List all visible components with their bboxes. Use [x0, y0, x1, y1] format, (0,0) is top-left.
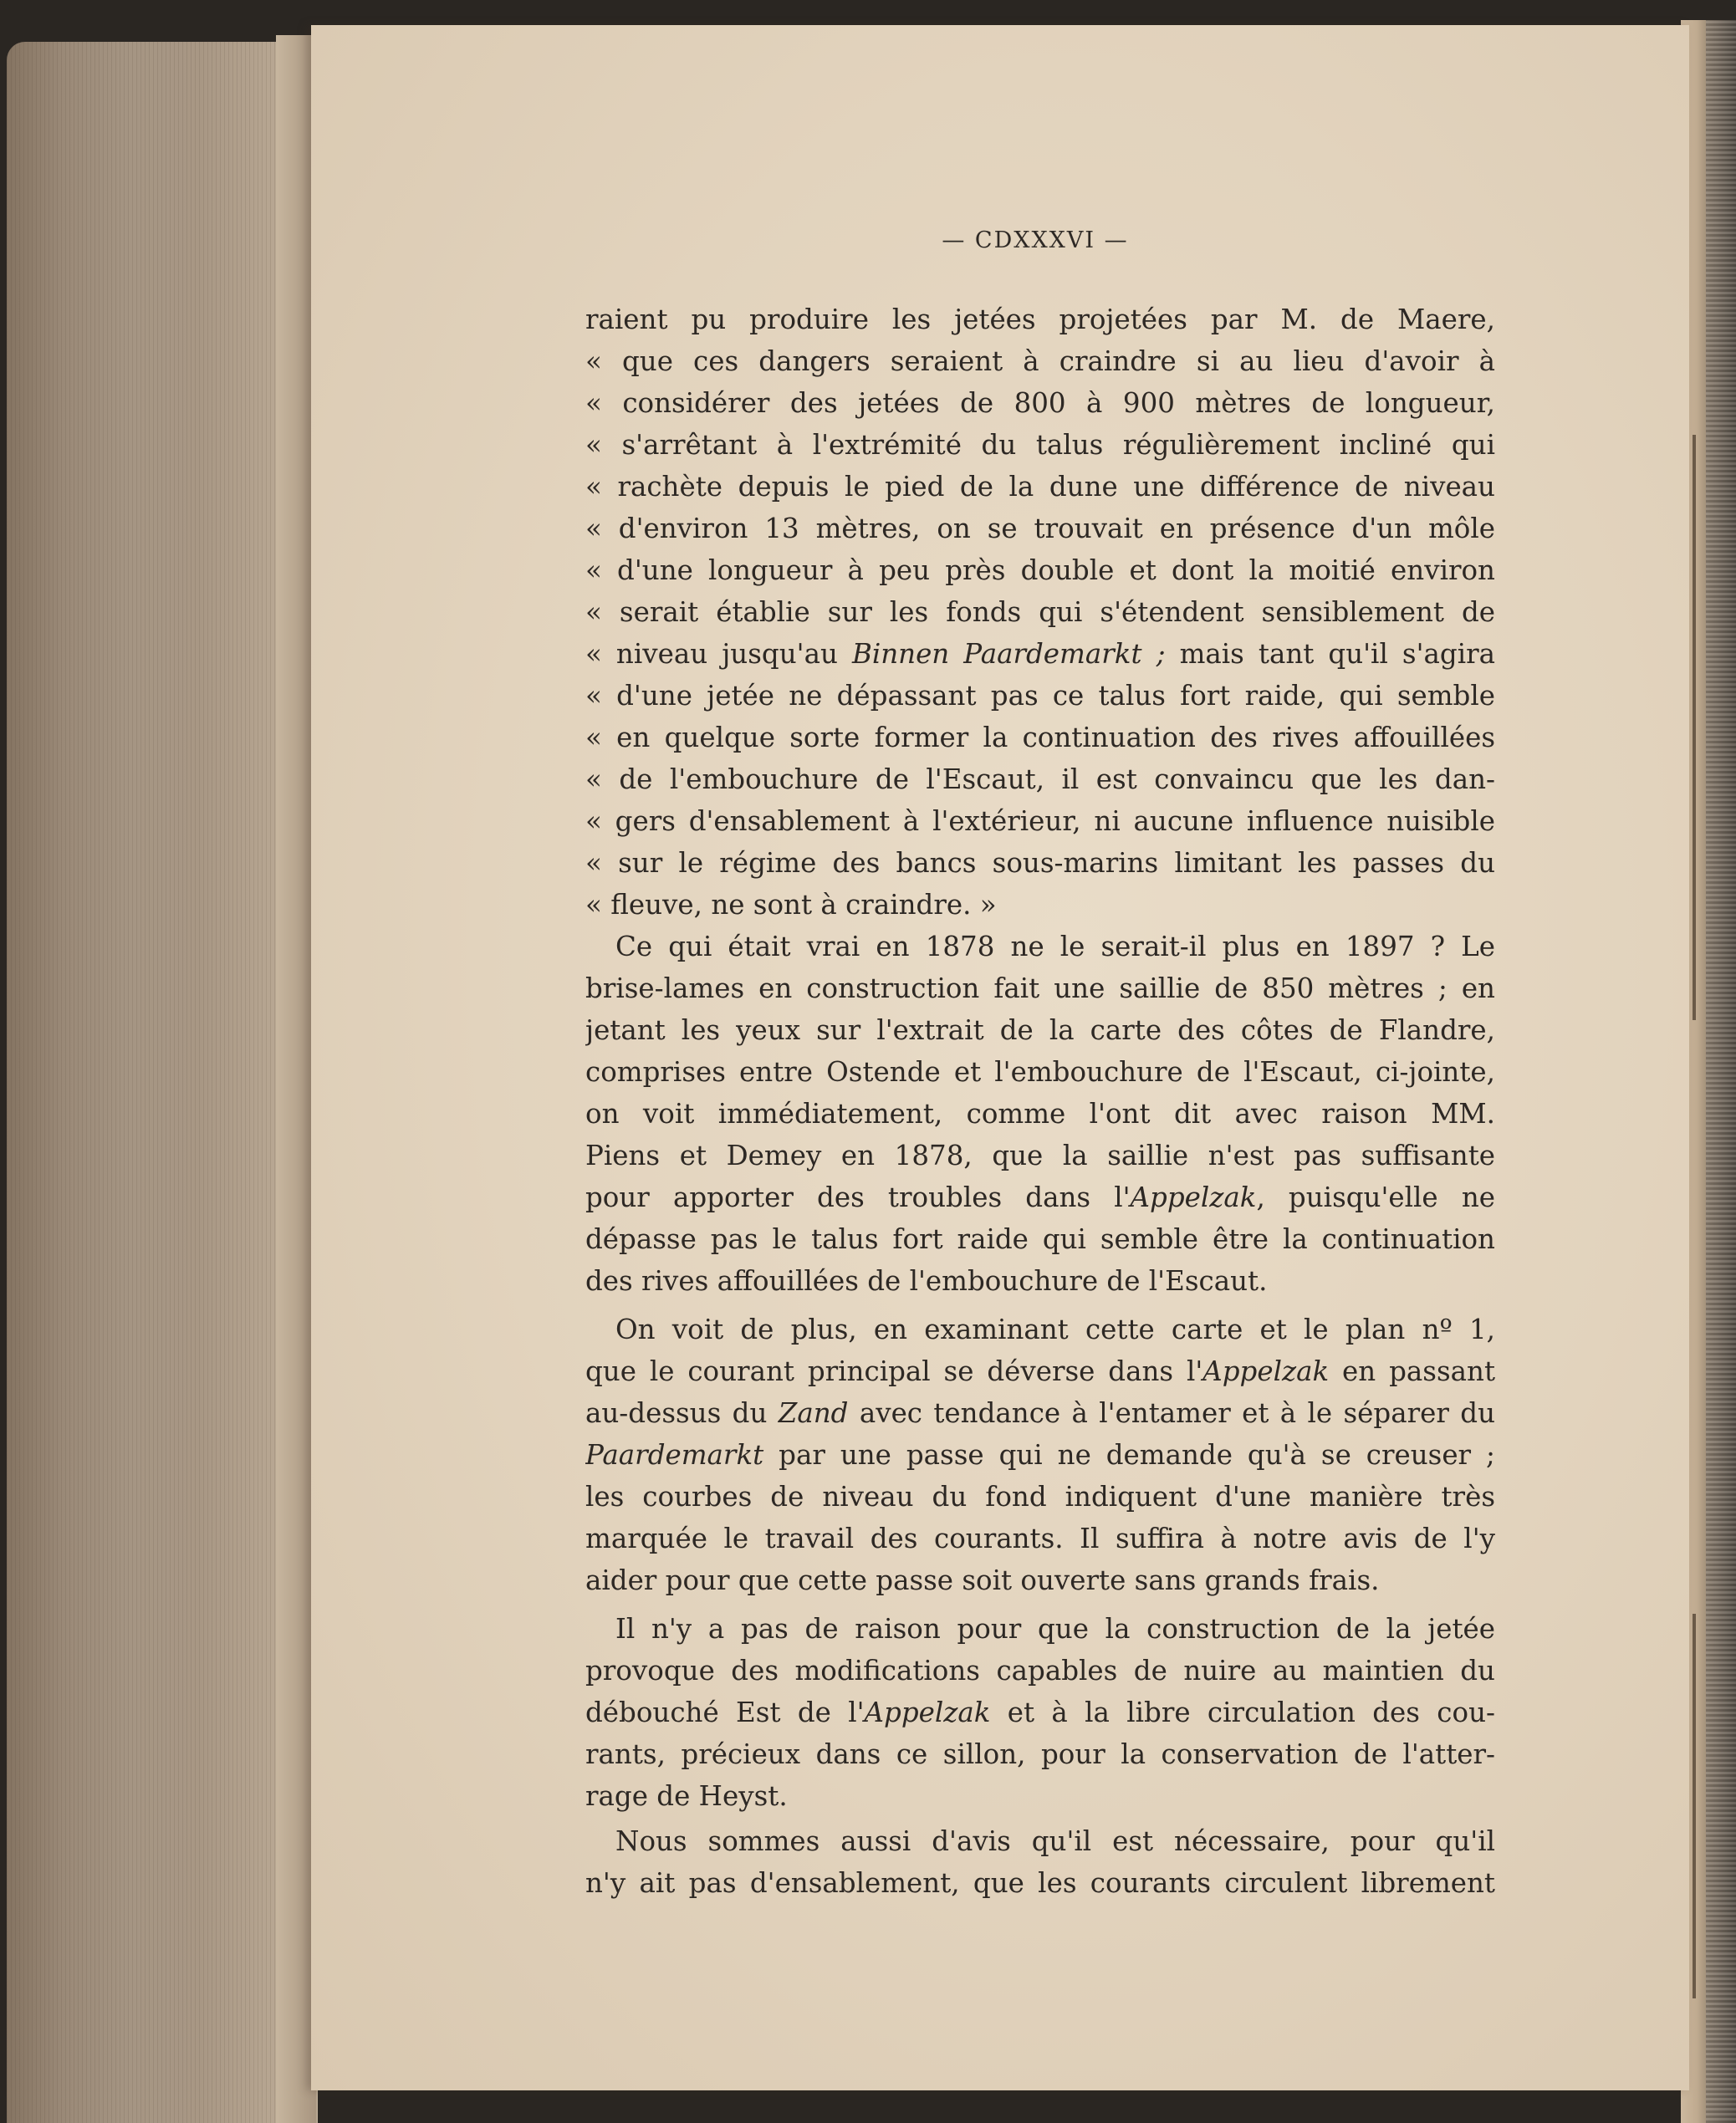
text-line: aider pour que cette passe soit ouverte sans grands frais.: [585, 1564, 1380, 1596]
text-line: « que ces dangers seraient à craindre si au lieu d'avoir à: [585, 345, 1495, 377]
text-line: « d'environ 13 mètres, on se trouvait en présence d'un môle: [585, 513, 1495, 544]
text-line: [585, 1350, 1495, 1392]
text-run: mais tant qu'il s'agira: [1165, 638, 1495, 670]
text-line: « considérer des jetées de 800 à 900 mètres de longueur,: [585, 387, 1495, 419]
text-line: des rives affouillées de l'embouchure de l'Escaut.: [585, 1265, 1268, 1297]
text-line: « en quelque sorte former la continuation des rives affouillées: [585, 722, 1495, 753]
text-line: dépasse pas le talus fort raide qui semble être la continuation: [585, 1223, 1495, 1255]
text-line: [585, 1692, 1495, 1733]
paragraph-start: Il n'y a pas de raison pour que la construction de la jetée: [615, 1613, 1495, 1645]
text-line: marquée le travail des courants. Il suffira à notre avis de l'y: [585, 1523, 1495, 1554]
text-run: pour apporter des troubles dans l': [585, 1181, 1131, 1213]
paragraph-start: Ce qui était vrai en 1878 ne le serait-il plus en 1897 ? Le: [615, 931, 1495, 962]
text-line: « rachète depuis le pied de la dune une différence de niveau: [585, 471, 1495, 503]
italic-term: Zand: [778, 1397, 849, 1429]
text-line: jetant les yeux sur l'extrait de la carte des côtes de Flandre,: [585, 1014, 1495, 1046]
text-line: rants, précieux dans ce sillon, pour la conservation de l'atter-: [585, 1738, 1495, 1770]
text-line: « sur le régime des bancs sous-marins limitant les passes du: [585, 847, 1495, 879]
paragraph-start: On voit de plus, en examinant cette carte et le plan nº 1,: [615, 1314, 1495, 1345]
binding-stripes: [1706, 20, 1736, 2123]
text-run: au-dessus du: [585, 1397, 779, 1429]
text-run: débouché Est de l': [585, 1697, 865, 1728]
text-line: [585, 633, 1495, 675]
text-line: Piens et Demey en 1878, que la saillie n'est pas suffisante: [585, 1140, 1495, 1171]
text-line: les courbes de niveau du fond indiquent d'une manière très: [585, 1481, 1495, 1513]
book-gutter: [276, 35, 316, 2123]
text-line: on voit immédiatement, comme l'ont dit avec raison MM.: [585, 1098, 1495, 1130]
body-text: [585, 299, 1495, 1904]
text-line: [585, 1392, 1495, 1434]
italic-term: Appelzak: [1130, 1181, 1257, 1213]
italic-term: Paardemarkt: [585, 1439, 764, 1471]
page-edge-lines: [7, 42, 318, 2123]
paragraph-start: Nous sommes aussi d'avis qu'il est nécessaire, pour qu'il: [615, 1825, 1495, 1857]
text-run: , puisqu'elle ne: [1256, 1181, 1495, 1213]
page-number: — CDXXXVI —: [942, 227, 1129, 253]
italic-term: Binnen Paardemarkt ;: [851, 638, 1166, 670]
left-page-block: [7, 42, 318, 2123]
text-line: « serait établie sur les fonds qui s'étendent sensiblement de: [585, 596, 1495, 628]
text-line: [585, 1176, 1495, 1218]
text-run: avec tendance à l'entamer et à le séparer du: [848, 1397, 1495, 1429]
italic-term: Appelzak: [864, 1697, 991, 1728]
text-line: « s'arrêtant à l'extrémité du talus régulièrement incliné qui: [585, 429, 1495, 461]
text-run: en passant: [1329, 1355, 1495, 1387]
binding-thread: [1693, 1614, 1696, 1998]
text-line: n'y ait pas d'ensablement, que les courants circulent librement: [585, 1867, 1495, 1899]
text-run: et à la libre circulation des cou-: [990, 1697, 1495, 1728]
text-line: « d'une longueur à peu près double et dont la moitié environ: [585, 554, 1495, 586]
text-run: « niveau jusqu'au: [585, 638, 852, 670]
text-line: raient pu produire les jetées projetées par M. de Maere,: [585, 304, 1495, 335]
text-line: « gers d'ensablement à l'extérieur, ni aucune influence nuisible: [585, 805, 1495, 837]
text-line: brise-lames en construction fait une saillie de 850 mètres ; en: [585, 972, 1495, 1004]
text-run: par une passe qui ne demande qu'à se creuser ;: [763, 1439, 1495, 1471]
text-line: « de l'embouchure de l'Escaut, il est convaincu que les dan-: [585, 763, 1495, 795]
binding-thread: [1693, 435, 1696, 1020]
text-line: comprises entre Ostende et l'embouchure de l'Escaut, ci-jointe,: [585, 1056, 1495, 1088]
italic-term: Appelzak: [1202, 1355, 1330, 1387]
text-line: rage de Heyst.: [585, 1780, 788, 1812]
text-line: « d'une jetée ne dépassant pas ce talus fort raide, qui semble: [585, 680, 1495, 712]
text-line: provoque des modifications capables de nuire au maintien du: [585, 1655, 1495, 1687]
text-line: [585, 1434, 1495, 1476]
text-line: « fleuve, ne sont à craindre. »: [585, 889, 997, 921]
text-run: que le courant principal se déverse dans l': [585, 1355, 1203, 1387]
